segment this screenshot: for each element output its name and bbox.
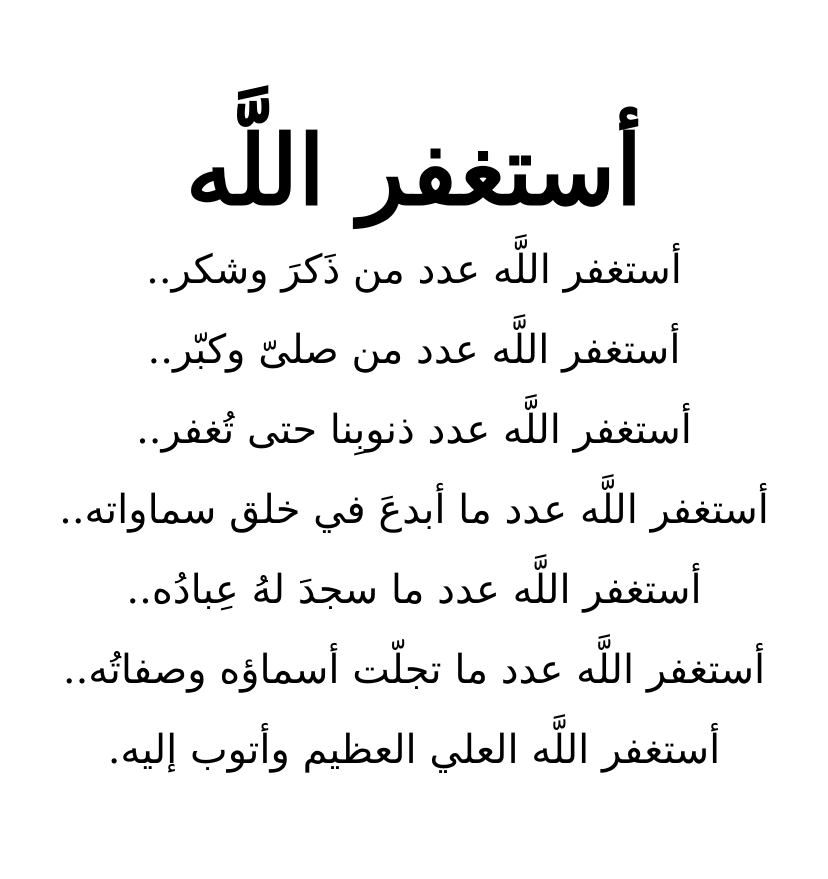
supplication-line-3: أستغفر اللَّه عدد ذنوبِنا حتى تُغفر.. [136,407,692,453]
supplication-line-5: أستغفر اللَّه عدد ما سجدَ لهُ عِبادُه.. [126,567,702,613]
supplication-line-2: أستغفر اللَّه عدد من صلىّ وكبّر.. [147,327,681,373]
supplication-list [40,230,788,790]
supplication-line-1: أستغفر اللَّه عدد من ذَكرَ وشكر.. [146,247,682,293]
supplication-line-7: أستغفر اللَّه العلي العظيم وأتوب إليه. [107,727,721,773]
page-title: أستغفر اللَّه [185,114,643,228]
supplication-line-4: أستغفر اللَّه عدد ما أبدعَ في خلق سماواته.. [59,487,769,533]
supplication-line-6: أستغفر اللَّه عدد ما تجلّت أسماؤه وصفاتُه.. [62,647,766,693]
